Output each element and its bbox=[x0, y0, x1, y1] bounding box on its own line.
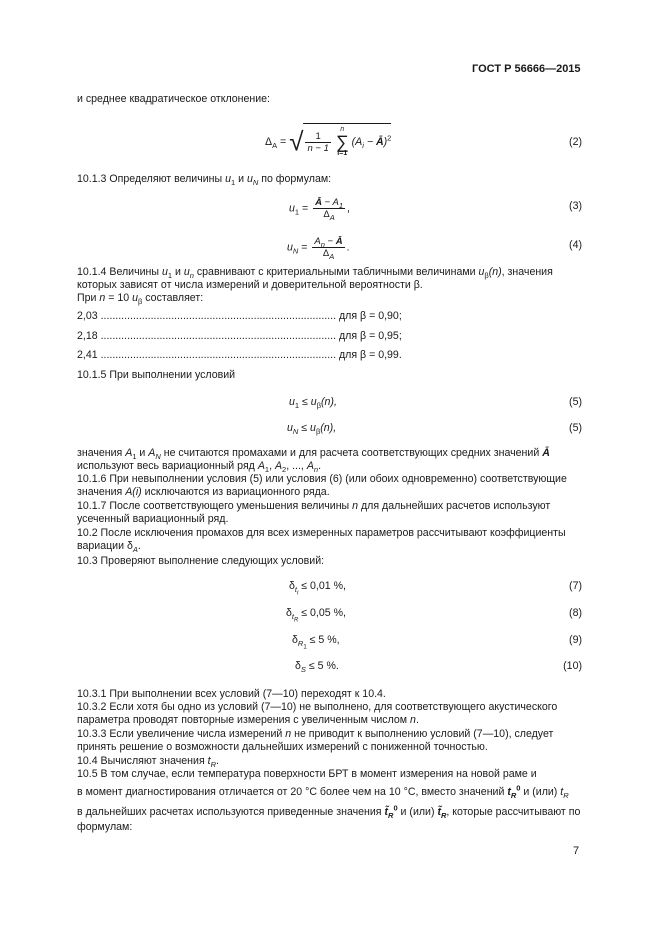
para-10-2-line2: вариации $\delta_A$. bbox=[77, 540, 141, 555]
intro-text: и среднее квадратическое отклонение: bbox=[77, 93, 270, 105]
para-10-5-line1: 10.5 В том случае, если температура поверхности БРТ в момент измерения на новой раме и bbox=[77, 768, 537, 780]
para-10-5-line4: формулам: bbox=[77, 821, 133, 833]
para-after-5-line1: значения $A_1$ и $A_N$ не считаются промахами и для расчета соответствующих средних значений Ā bbox=[77, 447, 550, 462]
para-10-1-5: 10.1.5 При выполнении условий bbox=[77, 369, 236, 381]
para-10-1-4-line1: 10.1.4 Величины $u_1$ и $u_n$ сравнивают с критериальными табличными величинами $u_\beta(n)$, значения bbox=[77, 266, 553, 281]
table-row: 2,41 ................................................................................ для β = 0,99. bbox=[77, 349, 402, 361]
formula-2: $\Delta_A$ = √ $\frac{1}{n - 1}$ n ∑ i=1 ($A_i$ − Ā)$^2$ bbox=[265, 123, 391, 158]
para-10-3-3-line2: принять решение о возможности дальнейших измерений с пониженной точностью. bbox=[77, 741, 488, 753]
formula-5b: $u_N \le u_\beta(n)$, bbox=[287, 422, 337, 437]
para-after-5-line2: используют весь вариационный ряд $A_1$, $A_2$, ..., $A_n$. bbox=[77, 460, 322, 475]
para-10-1-7-line2: усеченный вариационный ряд. bbox=[77, 513, 229, 525]
formula-9: $\delta_{R_1} \le 5$ %, bbox=[292, 634, 340, 651]
formula-3: $u_1$ = $\frac{Ā - A_1}{\Delta_A}$ , bbox=[289, 197, 350, 222]
para-10-3-2-line1: 10.3.2 Если хотя бы одно из условий (7—10) не выполнено, для соответствующего акустического bbox=[77, 701, 558, 713]
formula-3-number: (3) bbox=[569, 200, 582, 212]
formula-5a: $u_1 \le u_\beta(n)$, bbox=[289, 396, 337, 411]
formula-4: $u_N$ = $\frac{A_n - Ā}{\Delta_A}$ . bbox=[287, 236, 350, 261]
formula-7-number: (7) bbox=[569, 580, 582, 592]
formula-5b-number: (5) bbox=[569, 422, 582, 434]
para-10-1-7-line1: 10.1.7 После соответствующего уменьшения величины n для дальнейших расчетов используют bbox=[77, 500, 551, 512]
para-10-5-line2: в момент диагностирования отличается от 20 °С более чем на 10 °С, вместо значений $t_R^0$ и (или) $t_R$ bbox=[77, 783, 569, 801]
para-10-1-3: 10.1.3 Определяют величины $u_1$ и $u_N$ по формулам: bbox=[77, 173, 332, 188]
formula-10: $\delta_S \le 5$ %. bbox=[295, 660, 339, 675]
formula-7: $\delta_{t_i} \le 0,01$ %, bbox=[289, 580, 346, 597]
para-10-5-line3: в дальнейших расчетах используются приведенные значения $t̃_R^0$ и (или) $t̃_R$, которые рассчитывают по bbox=[77, 803, 581, 821]
para-10-1-4-line2: которых зависят от числа измерений и доверительной вероятности β. bbox=[77, 279, 423, 291]
document-header: ГОСТ Р 56666—2015 bbox=[472, 63, 581, 75]
para-10-3-2-line2: параметра проводят повторные измерения с увеличенным числом n. bbox=[77, 714, 419, 726]
para-10-1-6-line2: значения A(i) исключаются из вариационного ряда. bbox=[77, 486, 330, 498]
table-row: 2,03 ................................................................................ для β = 0,90; bbox=[77, 310, 402, 322]
formula-4-number: (4) bbox=[569, 239, 582, 251]
page-number: 7 bbox=[573, 845, 580, 857]
table-row: 2,18 ................................................................................ для β = 0,95; bbox=[77, 330, 402, 342]
para-10-1-6-line1: 10.1.6 При невыполнении условия (5) или условия (6) (или обоих одновременно) соответствующие bbox=[77, 473, 567, 485]
formula-8: $\delta_{t_R} \le 0,05$ %, bbox=[286, 607, 346, 624]
formula-5a-number: (5) bbox=[569, 396, 582, 408]
formula-2-number: (2) bbox=[569, 136, 582, 148]
para-10-3-3-line1: 10.3.3 Если увеличение числа измерений n не приводит к выполнению условий (7—10), следует bbox=[77, 728, 554, 740]
para-10-4: 10.4 Вычисляют значения $t_R$. bbox=[77, 755, 219, 770]
para-10-2-line1: 10.2 После исключения промахов для всех измеренных параметров рассчитывают коэффициенты bbox=[77, 527, 566, 539]
formula-8-number: (8) bbox=[569, 607, 582, 619]
formula-9-number: (9) bbox=[569, 634, 582, 646]
formula-10-number: (10) bbox=[563, 660, 582, 672]
para-10-3: 10.3 Проверяют выполнение следующих условий: bbox=[77, 555, 325, 567]
para-10-1-4-line3: При n = 10 $u_\beta$ составляет: bbox=[77, 292, 204, 307]
para-10-3-1: 10.3.1 При выполнении всех условий (7—10) переходят к 10.4. bbox=[77, 688, 386, 700]
